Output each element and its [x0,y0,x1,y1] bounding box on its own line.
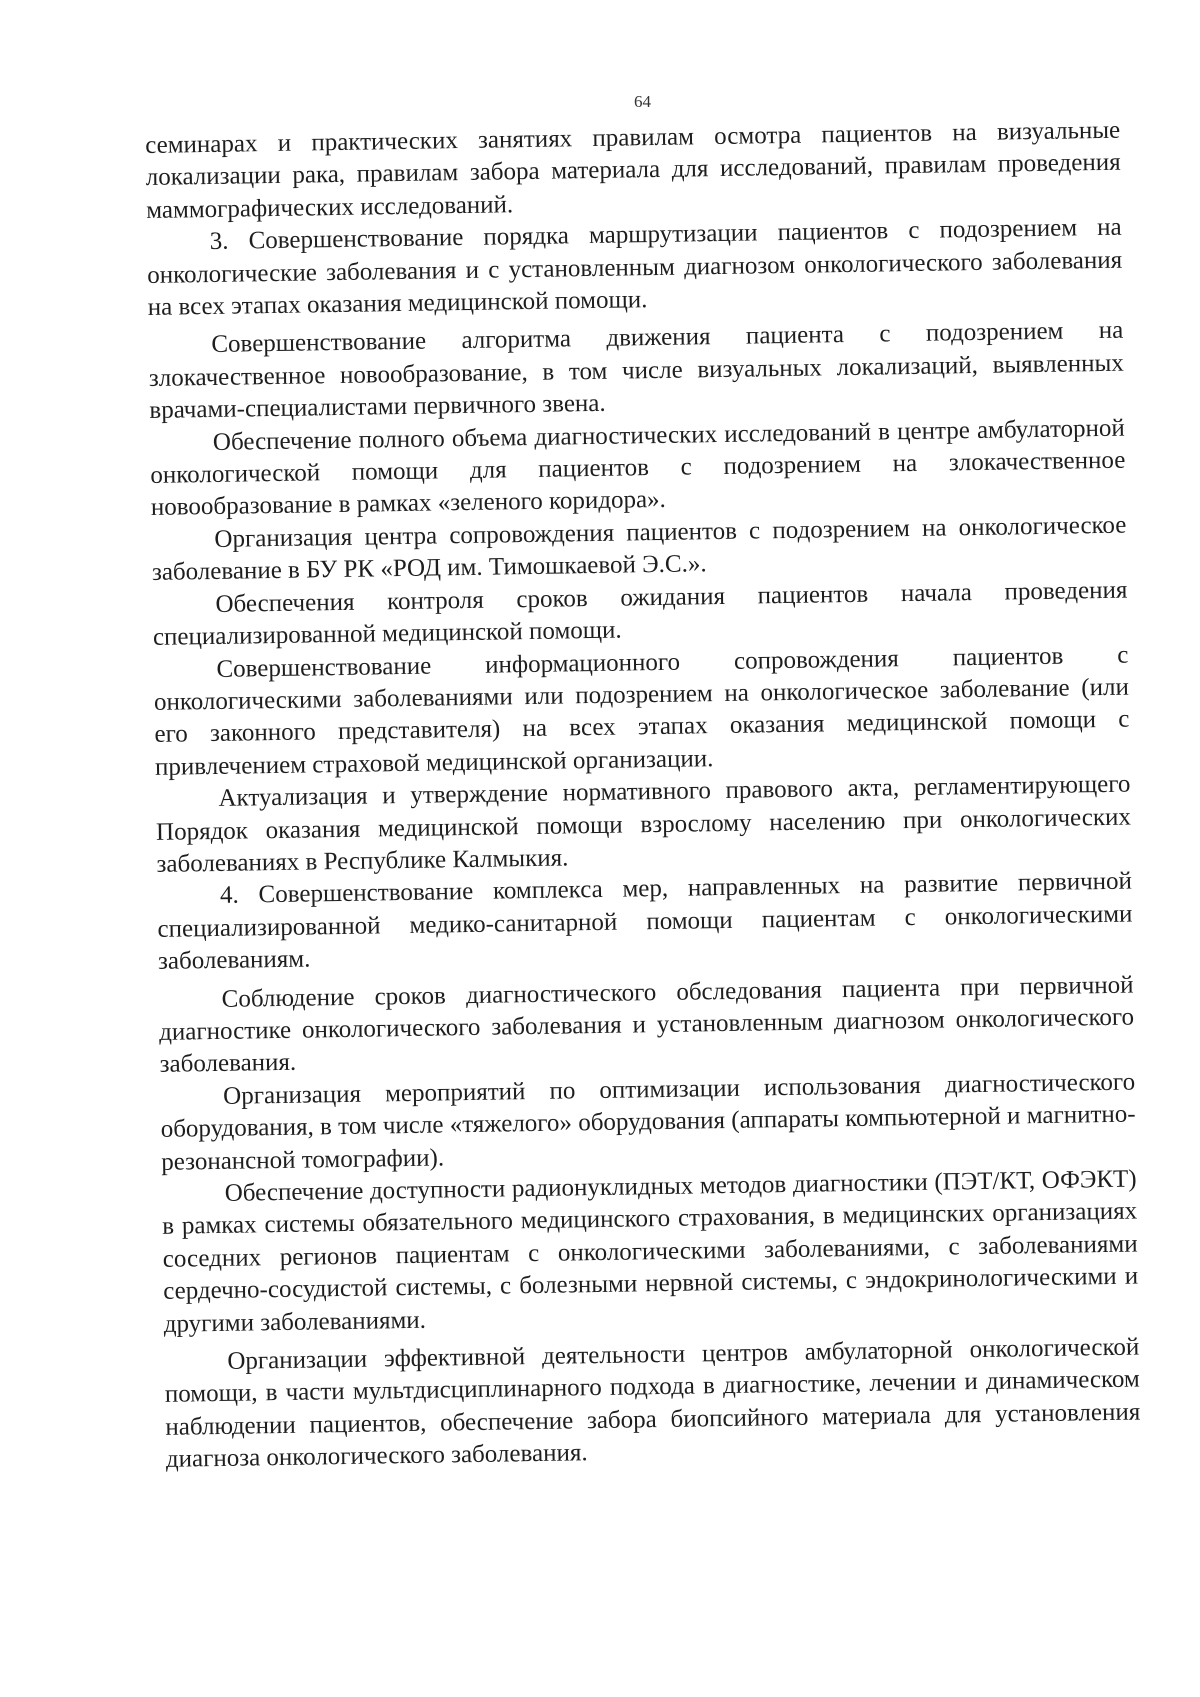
paragraph: Совершенствование информационного сопровождения пациентов с онкологическими заболеваниями или подозрением на онкологическое заболевание (или его законного представителя) на всех этапах оказания медицинской помощи с привлечением страховой медицинской организации. [153,641,1130,781]
page-number: 64 [634,92,651,111]
paragraph: Обеспечение доступности радионуклидных методов диагностики (ПЭТ/КТ, ОФЭКТ) в рамках системы обязательного медицинского страхования, в медицинских организациях соседних регионов пациентам с онкологическими заболеваниями, с заболеваниями сердечно-сосудистой системы, с болезными нервной системы, с эндокринологическими и другими заболеваниями. [162,1165,1139,1338]
paragraph: Организация мероприятий по оптимизации использования диагностического оборудования, в том числе «тяжелого» оборудования (аппараты компьютерной и магнитно-резонансной томографии). [160,1068,1136,1176]
paragraph-item-4: 4. Совершенствование комплекса мер, направленных на развитие первичной специализированной медико-санитарной помощи пациентам с онкологическими заболеваниям. [157,867,1133,976]
document-body [145,115,1141,1477]
paragraph: Актуализация и утверждение нормативного правового акта, регламентирующего Порядок оказания медицинской помощи взрослому населению при онкологических заболеваниях в Республике Калмыкия. [155,770,1132,878]
paragraph: Организация центра сопровождения пациентов с подозрением на онкологическое заболевание в БУ РК «РОД им. Тимошкаевой Э.С.». [151,511,1127,587]
paragraph: Организации эффективной деятельности центров амбулаторной онкологической помощи, в части мультдисциплинарного подхода в диагностике, лечении и динамическом наблюдении пациентов, обеспечение забора биопсийного материала для установления диагноза онкологического заболевания. [164,1333,1141,1474]
paragraph: Обеспечения контроля сроков ожидания пациентов начала проведения специализированной медицинской помощи. [152,576,1128,652]
paragraph: Совершенствование алгоритма движения пациента с подозрением на злокачественное новообразование, в том числе визуальных локализаций, выявленных врачами-специалистами первичного звена. [148,317,1124,425]
paragraph: Обеспечение полного объема диагностических исследований в центре амбулаторной онкологической помощи для пациентов с подозрением на злокачественное новообразование в рамках «зеленого коридора». [150,414,1126,522]
paragraph-item-3: 3. Совершенствование порядка маршрутизации пациентов с подозрением на онкологические заболевания и с установленным диагнозом онкологического заболевания на всех этапах оказания медицинской помощи. [147,213,1123,322]
paragraph-continuation: семинарах и практических занятиях правилам осмотра пациентов на визуальные локализации рака, правилам забора материала для исследований, правилам проведения маммографических исследований. [145,116,1121,224]
paragraph: Соблюдение сроков диагностического обследования пациента при первичной диагностике онкологического заболевания и установленным диагнозом онкологического заболевания. [158,971,1135,1079]
